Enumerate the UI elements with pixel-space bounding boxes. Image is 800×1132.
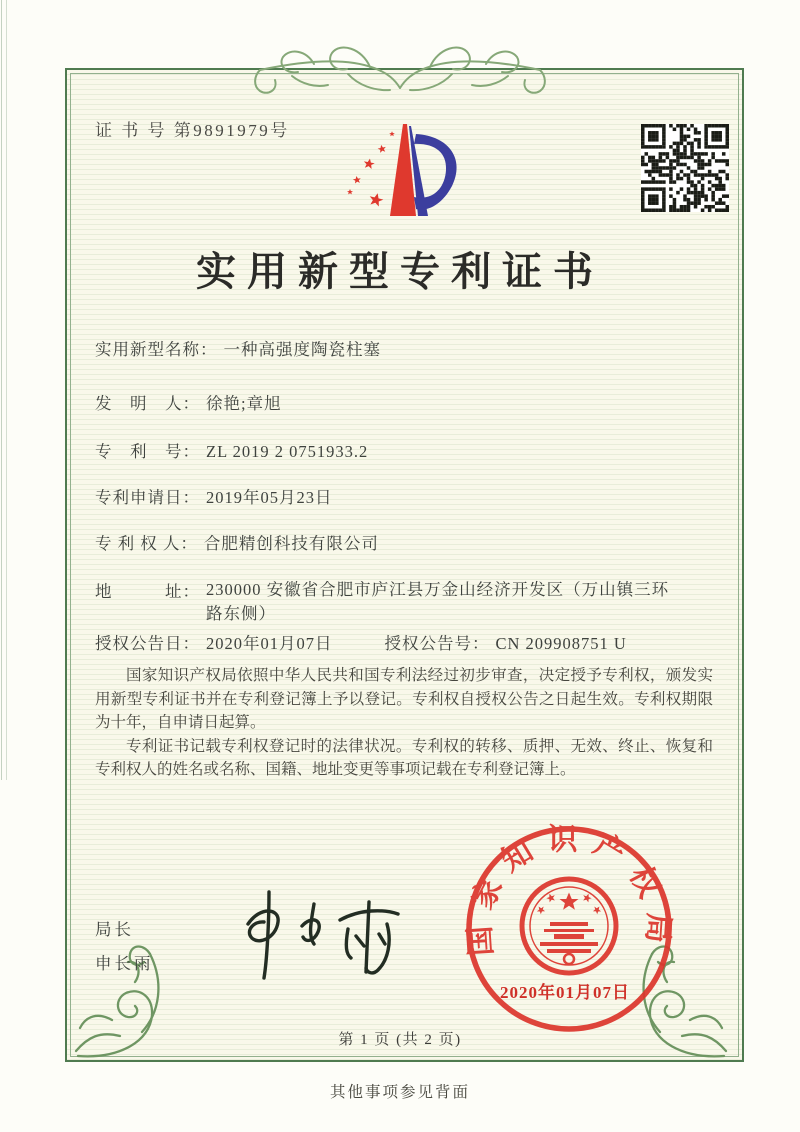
field-label: 专利申请日： <box>95 488 200 507</box>
field-value: 徐艳;章旭 <box>206 394 282 413</box>
field-row-filing-date <box>95 484 725 508</box>
field-label: 实用新型名称： <box>95 340 218 359</box>
field-row-inventors <box>95 390 725 414</box>
grant-number-group <box>385 634 627 653</box>
field-label: 专 利 号： <box>95 442 200 461</box>
field-row-utility-model-name <box>95 336 725 360</box>
field-row-patentee <box>95 530 725 554</box>
field-label: 专 利 权 人： <box>95 534 198 553</box>
field-row-address <box>95 578 725 626</box>
field-value: 230000 安徽省合肥市庐江县万金山经济开发区（万山镇三环路东侧） <box>206 580 670 623</box>
field-row-grant-announcement <box>95 630 725 654</box>
shen-changyu-signature-icon <box>222 884 417 984</box>
field-value: 一种高强度陶瓷柱塞 <box>223 340 381 359</box>
page-indicator: 第 1 页 (共 2 页) <box>338 1032 462 1048</box>
field-label: 授权公告号： <box>384 634 490 653</box>
cnipa-official-seal <box>462 822 676 1036</box>
field-value: 合肥精创科技有限公司 <box>203 534 379 553</box>
legal-paragraph: 专利证书记载专利权登记时的法律状况。专利权的转移、质押、无效、终止、恢复和专利权人的姓名或名称、国籍、地址变更等事项记载在专利登记簿上。 <box>95 737 713 778</box>
field-value: CN 209908751 U <box>495 634 627 653</box>
back-note: 其他事项参见背面 <box>329 1084 470 1101</box>
field-row-patent-number <box>95 438 725 462</box>
national-emblem-icon <box>522 879 616 973</box>
top-scroll-ornament-icon <box>252 30 548 104</box>
qr-code <box>641 124 729 212</box>
cnipa-logo-icon <box>332 112 470 228</box>
seal-date: 2020年01月07日 <box>500 983 630 1002</box>
seal-text: 国家知识产权局 <box>462 823 676 957</box>
signatory-name: 申长雨 <box>95 954 154 973</box>
certificate-number: 证 书 号 第9891979号 <box>95 121 290 140</box>
legal-text-block <box>95 664 713 782</box>
field-label: 地 址： <box>95 582 200 601</box>
field-value: 2020年01月07日 <box>206 634 333 653</box>
legal-paragraph: 国家知识产权局依照中华人民共和国专利法经过初步审查，决定授予专利权，颁发实用新型专利证书并在专利登记簿上予以登记。专利权自授权公告之日起生效。专利权期限为十年，自申请日起算。 <box>95 667 713 731</box>
field-label: 授权公告日： <box>95 634 200 653</box>
scan-paper-edge <box>1 0 7 780</box>
signatory-title: 局长 <box>95 920 134 939</box>
field-value: 2019年05月23日 <box>206 488 333 507</box>
certificate-title: 实用新型专利证书 <box>196 249 604 294</box>
field-value: ZL 2019 2 0751933.2 <box>206 442 369 461</box>
grant-date-group <box>95 634 333 653</box>
field-label: 发 明 人： <box>95 394 200 413</box>
